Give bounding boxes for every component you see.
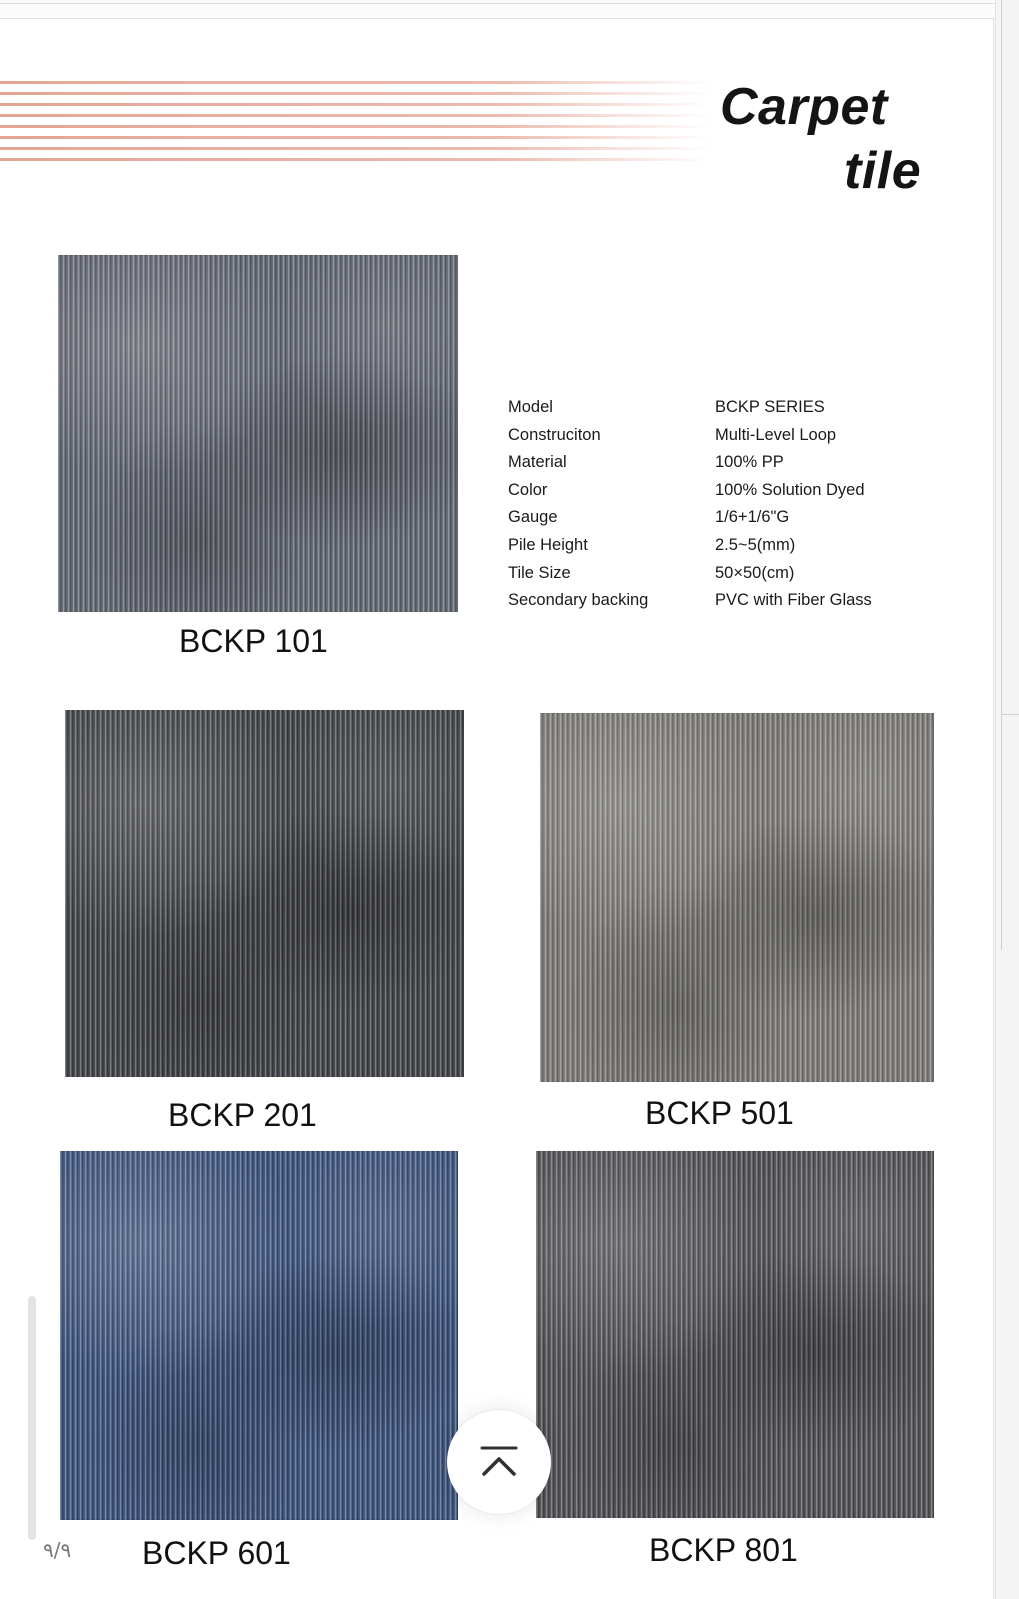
page-number-indicator: ٩/٩ bbox=[43, 1538, 72, 1562]
spec-label: Model bbox=[508, 398, 553, 416]
stripe-line bbox=[0, 92, 712, 95]
stripe-line bbox=[0, 114, 712, 117]
stripe-line bbox=[0, 158, 712, 161]
spec-row-construction bbox=[508, 426, 928, 454]
spec-value: 100% Solution Dyed bbox=[715, 480, 865, 499]
stripe-line bbox=[0, 103, 712, 106]
spec-row-model bbox=[508, 398, 928, 426]
carpet-sample-bckp-201 bbox=[65, 710, 464, 1077]
product-code-601: BCKP 601 bbox=[142, 1535, 291, 1571]
catalog-page bbox=[0, 18, 994, 1599]
spec-value: 2.5~5(mm) bbox=[715, 535, 796, 554]
spec-value: 1/6+1/6"G bbox=[715, 508, 790, 527]
chevron-up-icon bbox=[478, 1444, 520, 1478]
spec-label: Secondary backing bbox=[508, 591, 649, 610]
spec-label: Construciton bbox=[508, 425, 601, 444]
spec-value: Multi-Level Loop bbox=[715, 425, 837, 444]
spec-label: Color bbox=[508, 480, 548, 499]
right-page-gutter bbox=[995, 0, 1019, 1599]
spec-row-color bbox=[508, 481, 928, 509]
stripe-line bbox=[0, 147, 712, 150]
spec-value: 100% PP bbox=[715, 453, 784, 472]
specifications-table bbox=[508, 398, 928, 619]
page-title-line-1: Carpet bbox=[720, 78, 888, 136]
stripe-line bbox=[0, 136, 712, 139]
spec-label: Gauge bbox=[508, 508, 558, 527]
product-code-101: BCKP 101 bbox=[179, 623, 328, 659]
product-code-501: BCKP 501 bbox=[645, 1095, 794, 1131]
spec-row-gauge bbox=[508, 508, 928, 536]
carpet-sample-bckp-601 bbox=[60, 1151, 458, 1520]
spec-value: PVC with Fiber Glass bbox=[715, 591, 872, 610]
spec-row-material bbox=[508, 453, 928, 481]
product-code-201: BCKP 201 bbox=[168, 1097, 317, 1133]
stripe-line bbox=[0, 81, 712, 84]
spec-row-secondary-backing bbox=[508, 591, 928, 619]
carpet-sample-bckp-801 bbox=[536, 1151, 934, 1518]
page-title-line-2: tile bbox=[844, 142, 922, 200]
product-code-801: BCKP 801 bbox=[649, 1532, 798, 1568]
gutter-mark bbox=[1001, 714, 1019, 715]
carpet-sample-bckp-501 bbox=[540, 713, 934, 1082]
spec-label: Material bbox=[508, 453, 567, 472]
spec-value: BCKP SERIES bbox=[715, 398, 825, 416]
spec-row-tile-size bbox=[508, 564, 928, 592]
spec-label: Pile Height bbox=[508, 535, 588, 554]
scroll-to-top-button[interactable] bbox=[447, 1410, 551, 1514]
top-border-line bbox=[0, 3, 1019, 4]
spec-label: Tile Size bbox=[508, 563, 571, 582]
gutter-divider bbox=[1001, 0, 1002, 950]
carpet-sample-bckp-101 bbox=[58, 255, 458, 612]
spec-value: 50×50(cm) bbox=[715, 563, 795, 582]
decorative-stripes bbox=[0, 81, 712, 167]
vertical-scrollbar[interactable] bbox=[28, 1296, 36, 1540]
spec-row-pile-height bbox=[508, 536, 928, 564]
stripe-line bbox=[0, 125, 712, 128]
